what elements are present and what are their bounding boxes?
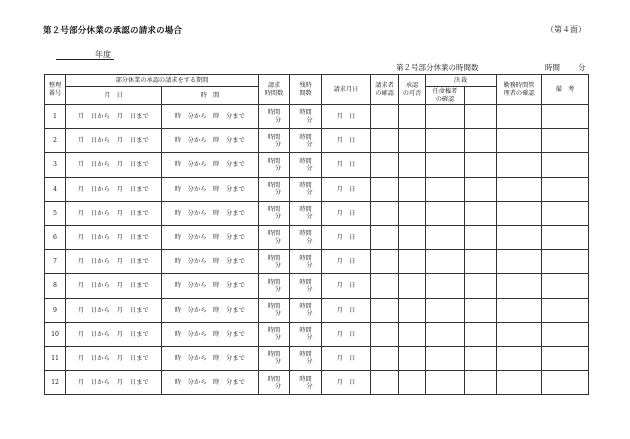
manager-check-cell[interactable] bbox=[497, 129, 542, 153]
request-hours-unit: 時間 bbox=[267, 375, 281, 383]
period-times-cell[interactable]: 時 分から 時 分まで bbox=[162, 105, 259, 129]
request-hours-unit: 時間 bbox=[267, 133, 281, 141]
requester-check-cell[interactable] bbox=[371, 225, 399, 249]
row-number: 3 bbox=[45, 153, 66, 177]
table-row bbox=[45, 371, 589, 395]
request-hours-unit: 時間 bbox=[267, 109, 281, 117]
period-days-cell[interactable]: 月 日から 月 日まで bbox=[66, 129, 162, 153]
request-minutes-unit: 分 bbox=[274, 164, 282, 172]
row-number: 7 bbox=[45, 250, 66, 274]
approval-cell[interactable] bbox=[399, 153, 426, 177]
decision-extra-cell[interactable] bbox=[465, 153, 497, 177]
period-days-cell[interactable]: 月 日から 月 日まで bbox=[66, 346, 162, 370]
manager-check-cell[interactable] bbox=[497, 322, 542, 346]
period-days-cell[interactable]: 月 日から 月 日まで bbox=[66, 250, 162, 274]
request-time-cell[interactable] bbox=[259, 371, 290, 395]
requester-check-cell[interactable] bbox=[371, 250, 399, 274]
manager-check-cell[interactable] bbox=[497, 153, 542, 177]
remaining-time-cell[interactable] bbox=[290, 371, 322, 395]
manager-check-cell[interactable] bbox=[497, 298, 542, 322]
decision-extra-cell[interactable] bbox=[465, 274, 497, 298]
decision-extra-cell[interactable] bbox=[465, 225, 497, 249]
remaining-hours-unit: 時間 bbox=[299, 351, 312, 359]
requester-check-cell[interactable] bbox=[371, 346, 399, 370]
approval-cell[interactable] bbox=[399, 371, 426, 395]
request-time-cell[interactable] bbox=[259, 177, 290, 201]
remarks-cell[interactable] bbox=[542, 322, 589, 346]
request-hours-unit: 時間 bbox=[267, 351, 281, 359]
col-number-header bbox=[45, 75, 66, 105]
request-table bbox=[44, 74, 589, 395]
request-minutes-unit: 分 bbox=[274, 382, 282, 390]
period-times-cell[interactable]: 時 分から 時 分まで bbox=[162, 129, 259, 153]
manager-check-cell[interactable] bbox=[497, 274, 542, 298]
requester-check-cell[interactable] bbox=[371, 129, 399, 153]
table-row bbox=[45, 346, 589, 370]
request-date-cell[interactable]: 月 日 bbox=[322, 201, 371, 225]
col-request-time-header bbox=[259, 75, 290, 105]
remaining-minutes-unit: 分 bbox=[306, 116, 313, 124]
remaining-hours-unit: 時間 bbox=[299, 182, 312, 190]
request-date-cell[interactable]: 月 日 bbox=[322, 153, 371, 177]
col-month-day-header: 月 日 bbox=[66, 87, 162, 105]
row-number: 9 bbox=[45, 298, 66, 322]
requester-check-cell[interactable] bbox=[371, 105, 399, 129]
approval-cell[interactable] bbox=[399, 346, 426, 370]
appointer-check-cell[interactable] bbox=[426, 153, 465, 177]
remarks-cell[interactable] bbox=[542, 177, 589, 201]
remaining-time-cell[interactable] bbox=[290, 105, 322, 129]
manager-check-cell[interactable] bbox=[497, 371, 542, 395]
table-row bbox=[45, 129, 589, 153]
table-row bbox=[45, 201, 589, 225]
col-remaining-time-header bbox=[290, 75, 322, 105]
appointer-check-cell[interactable] bbox=[426, 129, 465, 153]
request-minutes-unit: 分 bbox=[274, 285, 282, 293]
requester-check-cell[interactable] bbox=[371, 153, 399, 177]
request-time-cell[interactable] bbox=[259, 250, 290, 274]
appointer-check-cell[interactable] bbox=[426, 201, 465, 225]
request-minutes-unit: 分 bbox=[274, 189, 282, 197]
table-body bbox=[45, 105, 589, 395]
col-decision-blank-header bbox=[465, 87, 497, 105]
col-appointer-check-label: 任命権者 の確認 bbox=[432, 88, 458, 103]
decision-extra-cell[interactable] bbox=[465, 371, 497, 395]
manager-check-cell[interactable] bbox=[497, 225, 542, 249]
remaining-minutes-unit: 分 bbox=[306, 237, 313, 245]
remaining-time-cell[interactable] bbox=[290, 129, 322, 153]
request-date-cell[interactable]: 月 日 bbox=[322, 322, 371, 346]
decision-extra-cell[interactable] bbox=[465, 298, 497, 322]
request-hours-unit: 時間 bbox=[267, 302, 281, 310]
requester-check-cell[interactable] bbox=[371, 371, 399, 395]
col-requester-check-label: 請求者 の確認 bbox=[375, 82, 394, 97]
col-remarks-header: 備 考 bbox=[542, 75, 589, 105]
row-number: 5 bbox=[45, 201, 66, 225]
period-times-cell[interactable]: 時 分から 時 分まで bbox=[162, 346, 259, 370]
row-number: 1 bbox=[45, 105, 66, 129]
period-days-cell[interactable]: 月 日から 月 日まで bbox=[66, 153, 162, 177]
remaining-time-cell[interactable] bbox=[290, 274, 322, 298]
request-hours-unit: 時間 bbox=[267, 278, 281, 286]
table-row bbox=[45, 250, 589, 274]
remaining-hours-unit: 時間 bbox=[299, 230, 312, 238]
manager-check-cell[interactable] bbox=[497, 177, 542, 201]
request-date-cell[interactable]: 月 日 bbox=[322, 225, 371, 249]
table-row bbox=[45, 153, 589, 177]
remaining-minutes-unit: 分 bbox=[306, 164, 313, 172]
requester-check-cell[interactable] bbox=[371, 274, 399, 298]
row-number: 4 bbox=[45, 177, 66, 201]
row-number: 6 bbox=[45, 225, 66, 249]
appointer-check-cell[interactable] bbox=[426, 177, 465, 201]
manager-check-cell[interactable] bbox=[497, 250, 542, 274]
request-hours-unit: 時間 bbox=[267, 230, 281, 238]
remarks-cell[interactable] bbox=[542, 105, 589, 129]
request-hours-unit: 時間 bbox=[267, 157, 281, 165]
row-number: 10 bbox=[45, 322, 66, 346]
col-decision-header: 決裁 bbox=[426, 75, 497, 87]
period-times-cell[interactable]: 時 分から 時 分まで bbox=[162, 153, 259, 177]
request-minutes-unit: 分 bbox=[274, 358, 282, 366]
remarks-cell[interactable] bbox=[542, 153, 589, 177]
period-times-cell[interactable]: 時 分から 時 分まで bbox=[162, 250, 259, 274]
request-time-cell[interactable] bbox=[259, 129, 290, 153]
request-minutes-unit: 分 bbox=[274, 261, 282, 269]
remaining-minutes-unit: 分 bbox=[306, 358, 313, 366]
request-time-cell[interactable] bbox=[259, 274, 290, 298]
remaining-minutes-unit: 分 bbox=[306, 140, 313, 148]
col-approval-header bbox=[399, 75, 426, 105]
row-number: 8 bbox=[45, 274, 66, 298]
col-appointer-check-header bbox=[426, 87, 465, 105]
approval-cell[interactable] bbox=[399, 322, 426, 346]
table-row bbox=[45, 322, 589, 346]
col-request-time-label: 請求 時間数 bbox=[264, 82, 284, 97]
remaining-hours-unit: 時間 bbox=[299, 278, 312, 286]
approval-cell[interactable] bbox=[399, 274, 426, 298]
decision-extra-cell[interactable] bbox=[465, 201, 497, 225]
remaining-minutes-unit: 分 bbox=[306, 285, 313, 293]
period-days-cell[interactable]: 月 日から 月 日まで bbox=[66, 371, 162, 395]
remaining-minutes-unit: 分 bbox=[306, 261, 313, 269]
remaining-minutes-unit: 分 bbox=[306, 310, 313, 318]
period-times-cell[interactable]: 時 分から 時 分まで bbox=[162, 201, 259, 225]
remaining-hours-unit: 時間 bbox=[299, 109, 312, 117]
period-times-cell[interactable]: 時 分から 時 分まで bbox=[162, 274, 259, 298]
request-hours-unit: 時間 bbox=[267, 206, 281, 214]
period-times-cell[interactable]: 時 分から 時 分まで bbox=[162, 371, 259, 395]
remaining-time-cell[interactable] bbox=[290, 201, 322, 225]
remarks-cell[interactable] bbox=[542, 274, 589, 298]
request-minutes-unit: 分 bbox=[274, 140, 282, 148]
table-row bbox=[45, 177, 589, 201]
decision-extra-cell[interactable] bbox=[465, 177, 497, 201]
remaining-time-cell[interactable] bbox=[290, 250, 322, 274]
request-date-cell[interactable]: 月 日 bbox=[322, 129, 371, 153]
header-row-1 bbox=[45, 75, 589, 87]
remaining-hours-unit: 時間 bbox=[299, 302, 312, 310]
col-number-label: 整理 番号 bbox=[48, 82, 62, 97]
remaining-time-cell[interactable] bbox=[290, 153, 322, 177]
appointer-check-cell[interactable] bbox=[426, 274, 465, 298]
remaining-minutes-unit: 分 bbox=[306, 189, 313, 197]
approval-cell[interactable] bbox=[399, 298, 426, 322]
col-remaining-time-label: 残時 間数 bbox=[299, 82, 312, 97]
request-time-cell[interactable] bbox=[259, 153, 290, 177]
row-number: 11 bbox=[45, 346, 66, 370]
col-manager-check-label: 勤務時間管 理者の確認 bbox=[503, 82, 535, 97]
approval-cell[interactable] bbox=[399, 105, 426, 129]
request-minutes-unit: 分 bbox=[274, 213, 282, 221]
form-title: 第２号部分休業の承認の請求の場合 bbox=[43, 26, 183, 36]
manager-check-cell[interactable] bbox=[497, 201, 542, 225]
period-days-cell[interactable]: 月 日から 月 日まで bbox=[66, 274, 162, 298]
row-number: 2 bbox=[45, 129, 66, 153]
period-days-cell[interactable]: 月 日から 月 日まで bbox=[66, 201, 162, 225]
request-time-cell[interactable] bbox=[259, 225, 290, 249]
col-request-date-header: 請求月日 bbox=[322, 75, 371, 105]
request-time-cell[interactable] bbox=[259, 346, 290, 370]
request-date-cell[interactable]: 月 日 bbox=[322, 298, 371, 322]
remarks-cell[interactable] bbox=[542, 225, 589, 249]
remaining-minutes-unit: 分 bbox=[306, 382, 313, 390]
request-time-cell[interactable] bbox=[259, 201, 290, 225]
remaining-minutes-unit: 分 bbox=[306, 334, 313, 342]
manager-check-cell[interactable] bbox=[497, 105, 542, 129]
remaining-time-cell[interactable] bbox=[290, 322, 322, 346]
request-date-cell[interactable]: 月 日 bbox=[322, 177, 371, 201]
remaining-hours-unit: 時間 bbox=[299, 157, 312, 165]
period-days-cell[interactable]: 月 日から 月 日まで bbox=[66, 105, 162, 129]
table-row bbox=[45, 298, 589, 322]
remaining-hours-unit: 時間 bbox=[299, 133, 312, 141]
appointer-check-cell[interactable] bbox=[426, 298, 465, 322]
col-requester-check-header bbox=[371, 75, 399, 105]
approval-cell[interactable] bbox=[399, 250, 426, 274]
year-label: 年度 bbox=[95, 50, 111, 59]
request-date-cell[interactable]: 月 日 bbox=[322, 250, 371, 274]
appointer-check-cell[interactable] bbox=[426, 371, 465, 395]
approval-cell[interactable] bbox=[399, 225, 426, 249]
remaining-hours-unit: 時間 bbox=[299, 375, 312, 383]
appointer-check-cell[interactable] bbox=[426, 225, 465, 249]
period-times-cell[interactable]: 時 分から 時 分まで bbox=[162, 322, 259, 346]
approval-cell[interactable] bbox=[399, 177, 426, 201]
table-row bbox=[45, 274, 589, 298]
manager-check-cell[interactable] bbox=[497, 346, 542, 370]
requester-check-cell[interactable] bbox=[371, 322, 399, 346]
period-days-cell[interactable]: 月 日から 月 日まで bbox=[66, 225, 162, 249]
appointer-check-cell[interactable] bbox=[426, 250, 465, 274]
period-days-cell[interactable]: 月 日から 月 日まで bbox=[66, 177, 162, 201]
requester-check-cell[interactable] bbox=[371, 298, 399, 322]
remarks-cell[interactable] bbox=[542, 201, 589, 225]
request-hours-unit: 時間 bbox=[267, 182, 281, 190]
row-number: 12 bbox=[45, 371, 66, 395]
table-row bbox=[45, 225, 589, 249]
appointer-check-cell[interactable] bbox=[426, 105, 465, 129]
request-date-cell[interactable]: 月 日 bbox=[322, 371, 371, 395]
hours-unit-minutes: 分 bbox=[578, 63, 586, 72]
decision-extra-cell[interactable] bbox=[465, 129, 497, 153]
period-times-cell[interactable]: 時 分から 時 分まで bbox=[162, 225, 259, 249]
request-time-cell[interactable] bbox=[259, 105, 290, 129]
decision-extra-cell[interactable] bbox=[465, 250, 497, 274]
request-date-cell[interactable]: 月 日 bbox=[322, 346, 371, 370]
approval-cell[interactable] bbox=[399, 129, 426, 153]
remarks-cell[interactable] bbox=[542, 371, 589, 395]
col-manager-check-header bbox=[497, 75, 542, 105]
remaining-minutes-unit: 分 bbox=[306, 213, 313, 221]
period-days-cell[interactable]: 月 日から 月 日まで bbox=[66, 322, 162, 346]
remarks-cell[interactable] bbox=[542, 298, 589, 322]
appointer-check-cell[interactable] bbox=[426, 322, 465, 346]
remaining-time-cell[interactable] bbox=[290, 298, 322, 322]
remaining-time-cell[interactable] bbox=[290, 177, 322, 201]
period-times-cell[interactable]: 時 分から 時 分まで bbox=[162, 177, 259, 201]
remaining-time-cell[interactable] bbox=[290, 225, 322, 249]
decision-extra-cell[interactable] bbox=[465, 105, 497, 129]
col-approval-label: 承認 の可否 bbox=[402, 82, 422, 97]
remarks-cell[interactable] bbox=[542, 346, 589, 370]
request-minutes-unit: 分 bbox=[274, 116, 282, 124]
hours-unit-hours: 時間 bbox=[545, 63, 560, 72]
col-period-group-header: 部分休業の承認の請求をする期間 bbox=[66, 75, 259, 87]
request-minutes-unit: 分 bbox=[274, 334, 282, 342]
period-times-cell[interactable]: 時 分から 時 分まで bbox=[162, 298, 259, 322]
period-days-cell[interactable]: 月 日から 月 日まで bbox=[66, 298, 162, 322]
table-row bbox=[45, 105, 589, 129]
requester-check-cell[interactable] bbox=[371, 201, 399, 225]
request-time-cell[interactable] bbox=[259, 298, 290, 322]
col-time-header: 時 間 bbox=[162, 87, 259, 105]
request-minutes-unit: 分 bbox=[274, 310, 282, 318]
remarks-cell[interactable] bbox=[542, 129, 589, 153]
request-hours-unit: 時間 bbox=[267, 254, 281, 262]
request-time-cell[interactable] bbox=[259, 322, 290, 346]
remaining-hours-unit: 時間 bbox=[299, 327, 312, 335]
hours-count-label: 第２号部分休業の時間数 bbox=[396, 63, 479, 72]
remarks-cell[interactable] bbox=[542, 250, 589, 274]
decision-extra-cell[interactable] bbox=[465, 346, 497, 370]
appointer-check-cell[interactable] bbox=[426, 346, 465, 370]
remaining-time-cell[interactable] bbox=[290, 346, 322, 370]
requester-check-cell[interactable] bbox=[371, 177, 399, 201]
remaining-hours-unit: 時間 bbox=[299, 206, 312, 214]
page-number: （第４面） bbox=[546, 25, 586, 34]
request-minutes-unit: 分 bbox=[274, 237, 282, 245]
decision-extra-cell[interactable] bbox=[465, 322, 497, 346]
request-date-cell[interactable]: 月 日 bbox=[322, 105, 371, 129]
request-date-cell[interactable]: 月 日 bbox=[322, 274, 371, 298]
approval-cell[interactable] bbox=[399, 201, 426, 225]
remaining-hours-unit: 時間 bbox=[299, 254, 312, 262]
request-hours-unit: 時間 bbox=[267, 327, 281, 335]
